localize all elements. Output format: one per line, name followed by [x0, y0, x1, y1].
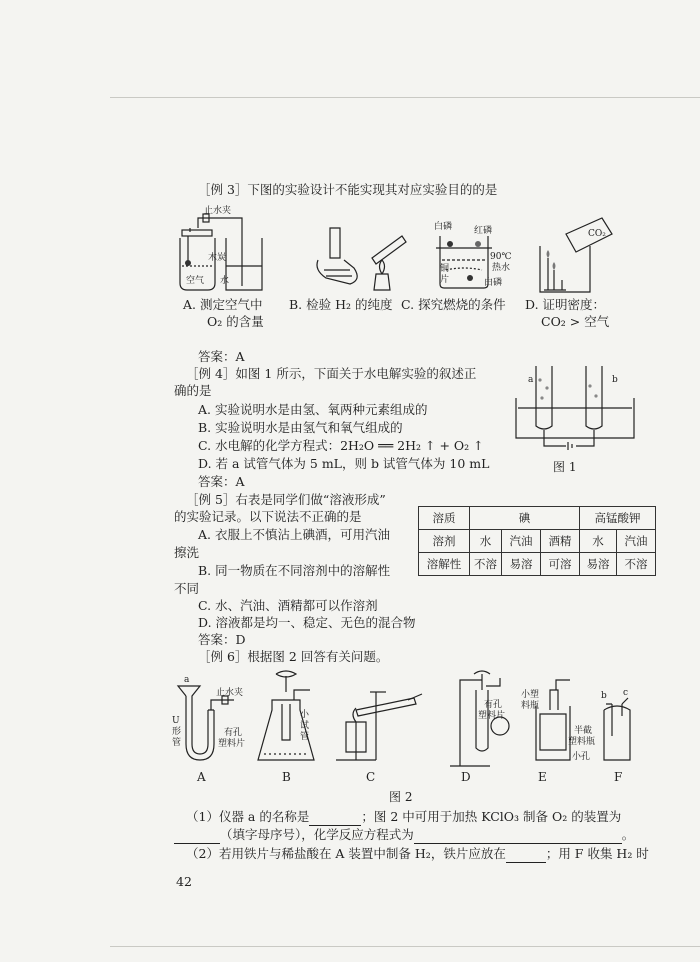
ex4-stem-2: 确的是 — [174, 383, 212, 398]
fig2-label-e-half2: 塑料瓶 — [568, 737, 596, 747]
q1-blank-instrument — [309, 808, 361, 826]
q2-prefix: （2）若用铁片与稀盐酸在 A 装置中制备 H₂，铁片应放在 — [186, 846, 506, 861]
ex5-option-a-1: A. 衣服上不慎沾上碘酒，可用汽油 — [198, 527, 390, 542]
ex4-option-b: B. 实验说明水是由氢气和氧气组成的 — [198, 420, 403, 435]
ex5-option-d: D. 溶液都是均一、稳定、无色的混合物 — [198, 615, 416, 630]
fig2-caption: 图 2 — [389, 790, 413, 804]
fig2-label-e-top1: 小塑 — [521, 690, 540, 700]
label-copper-2: 片 — [440, 275, 450, 285]
fig2-label-d-perf1: 有孔 — [484, 700, 503, 710]
fig2-label-perf2: 塑料片 — [218, 739, 246, 749]
label-air: 空气 — [186, 276, 205, 286]
fig1-label-a: a — [528, 375, 534, 385]
label-white-p-top: 白磷 — [434, 222, 453, 232]
q1-end: 。 — [621, 827, 635, 842]
q1-prefix: （1）仪器 a 的名称是 — [186, 809, 310, 824]
fig2-label-clamp: 止水夹 — [216, 688, 244, 698]
label-charcoal: 木炭 — [208, 253, 227, 263]
q2-blank-position — [506, 845, 546, 863]
table-cell: 汽油 — [502, 530, 541, 553]
q1-blank-equation — [414, 826, 622, 844]
ex6-q1-line1 — [186, 808, 621, 826]
ex5-option-a-2: 擦洗 — [174, 545, 200, 560]
apparatus-label-c: C — [366, 770, 376, 784]
table-cell: 酒精 — [541, 530, 580, 553]
ex5-stem-1: ［例 5］右表是同学们做“溶液形成” — [186, 492, 386, 507]
table-cell: 易溶 — [502, 553, 541, 576]
label-water: 水 — [220, 276, 230, 286]
top-rule — [110, 97, 700, 98]
ex3-figure-b — [310, 218, 420, 298]
apparatus-label-d: D — [461, 770, 471, 784]
apparatus-label-a: A — [197, 770, 206, 784]
fig2-label-tube1: 小 — [300, 710, 310, 720]
label-hot-water: 热水 — [492, 263, 511, 273]
fig1-label-b: b — [612, 375, 618, 385]
fig2-label-f-c: c — [623, 688, 629, 698]
fig2-label-tube2: 试 — [300, 721, 310, 731]
ex6-q1-line2 — [174, 826, 634, 844]
ex4-stem-1: ［例 4］如图 1 所示，下面关于水电解实验的叙述正 — [186, 366, 477, 381]
solution-table — [418, 506, 656, 576]
table-cell: 溶解性 — [419, 553, 470, 576]
table-cell: 水 — [580, 530, 617, 553]
q1-middle: ；图 2 中可用于加热 KClO₃ 制备 O₂ 的装置为 — [361, 809, 622, 824]
label-co2: CO₂ — [588, 229, 606, 239]
fig2-label-e-hole: 小孔 — [572, 752, 591, 762]
table-cell: 碘 — [470, 507, 580, 530]
ex5-stem-2: 的实验记录。以下说法不正确的是 — [174, 509, 362, 524]
q2-suffix: ；用 F 收集 H₂ 时 — [545, 846, 649, 861]
table-cell: 不溶 — [617, 553, 656, 576]
fig2-label-e-top2: 料瓶 — [521, 701, 540, 711]
fig1-caption: 图 1 — [553, 460, 577, 474]
table-cell: 高锰酸钾 — [580, 507, 656, 530]
apparatus-label-b: B — [282, 770, 291, 784]
ex3-answer: 答案：A — [198, 349, 245, 364]
ex5-answer: 答案：D — [198, 632, 246, 647]
apparatus-figure — [160, 670, 640, 770]
q1-suffix: （填字母序号），化学反应方程式为 — [220, 827, 414, 842]
label-90c: 90℃ — [490, 252, 512, 262]
label-clamp: 止水夹 — [204, 206, 232, 216]
table-cell: 水 — [470, 530, 502, 553]
fig2-label-a: a — [184, 675, 190, 685]
table-cell: 溶剂 — [419, 530, 470, 553]
ex3-option-a-2: O₂ 的含量 — [207, 314, 264, 329]
ex3-stem: ［例 3］下图的实验设计不能实现其对应实验目的的是 — [198, 182, 498, 197]
apparatus-label-f: F — [614, 770, 623, 784]
ex6-stem: ［例 6］根据图 2 回答有关问题。 — [198, 649, 389, 664]
q1-blank-device — [174, 826, 220, 844]
ex3-option-c: C. 探究燃烧的条件 — [401, 297, 506, 312]
table-row — [419, 530, 656, 553]
apparatus-label-e: E — [538, 770, 547, 784]
fig2-label-tube3: 管 — [300, 732, 310, 742]
label-red-p: 红磷 — [474, 226, 493, 236]
ex5-option-b-2: 不同 — [174, 581, 200, 596]
ex4-option-a: A. 实验说明水是由氢、氧两种元素组成的 — [198, 402, 428, 417]
ex4-answer: 答案：A — [198, 474, 245, 489]
fig2-label-e-half1: 半截 — [574, 726, 593, 736]
table-cell: 溶质 — [419, 507, 470, 530]
bottom-rule — [110, 946, 700, 947]
fig2-label-d-perf2: 塑料片 — [478, 711, 506, 721]
ex3-option-d-1: D. 证明密度： — [525, 297, 606, 312]
ex3-option-b: B. 检验 H₂ 的纯度 — [289, 297, 393, 312]
table-cell: 易溶 — [580, 553, 617, 576]
fig2-label-u2: 形 — [172, 727, 182, 737]
ex5-option-c: C. 水、汽油、酒精都可以作溶剂 — [198, 598, 378, 613]
electrolysis-figure — [510, 356, 640, 456]
label-white-p-bottom: 白磷 — [484, 278, 503, 288]
page-number: 42 — [176, 874, 192, 889]
table-row — [419, 507, 656, 530]
table-row — [419, 553, 656, 576]
ex5-option-b-1: B. 同一物质在不同溶剂中的溶解性 — [198, 563, 391, 578]
ex6-q2-line1 — [186, 845, 649, 863]
ex3-figure-d — [530, 212, 620, 298]
ex3-option-d-2: CO₂ > 空气 — [541, 314, 610, 329]
table-cell: 不溶 — [470, 553, 502, 576]
ex3-option-a-1: A. 测定空气中 — [183, 297, 263, 312]
fig2-label-u3: 管 — [172, 738, 182, 748]
ex4-option-d: D. 若 a 试管气体为 5 mL，则 b 试管气体为 10 mL — [198, 456, 490, 471]
ex4-option-c: C. 水电解的化学方程式：2H₂O ══ 2H₂ ↑ + O₂ ↑ — [198, 438, 484, 453]
fig2-label-perf1: 有孔 — [224, 728, 243, 738]
fig2-label-f-b: b — [601, 691, 607, 701]
label-copper: 铜 — [440, 264, 450, 274]
table-cell: 汽油 — [617, 530, 656, 553]
table-cell: 可溶 — [541, 553, 580, 576]
fig2-label-u1: U — [172, 716, 180, 726]
